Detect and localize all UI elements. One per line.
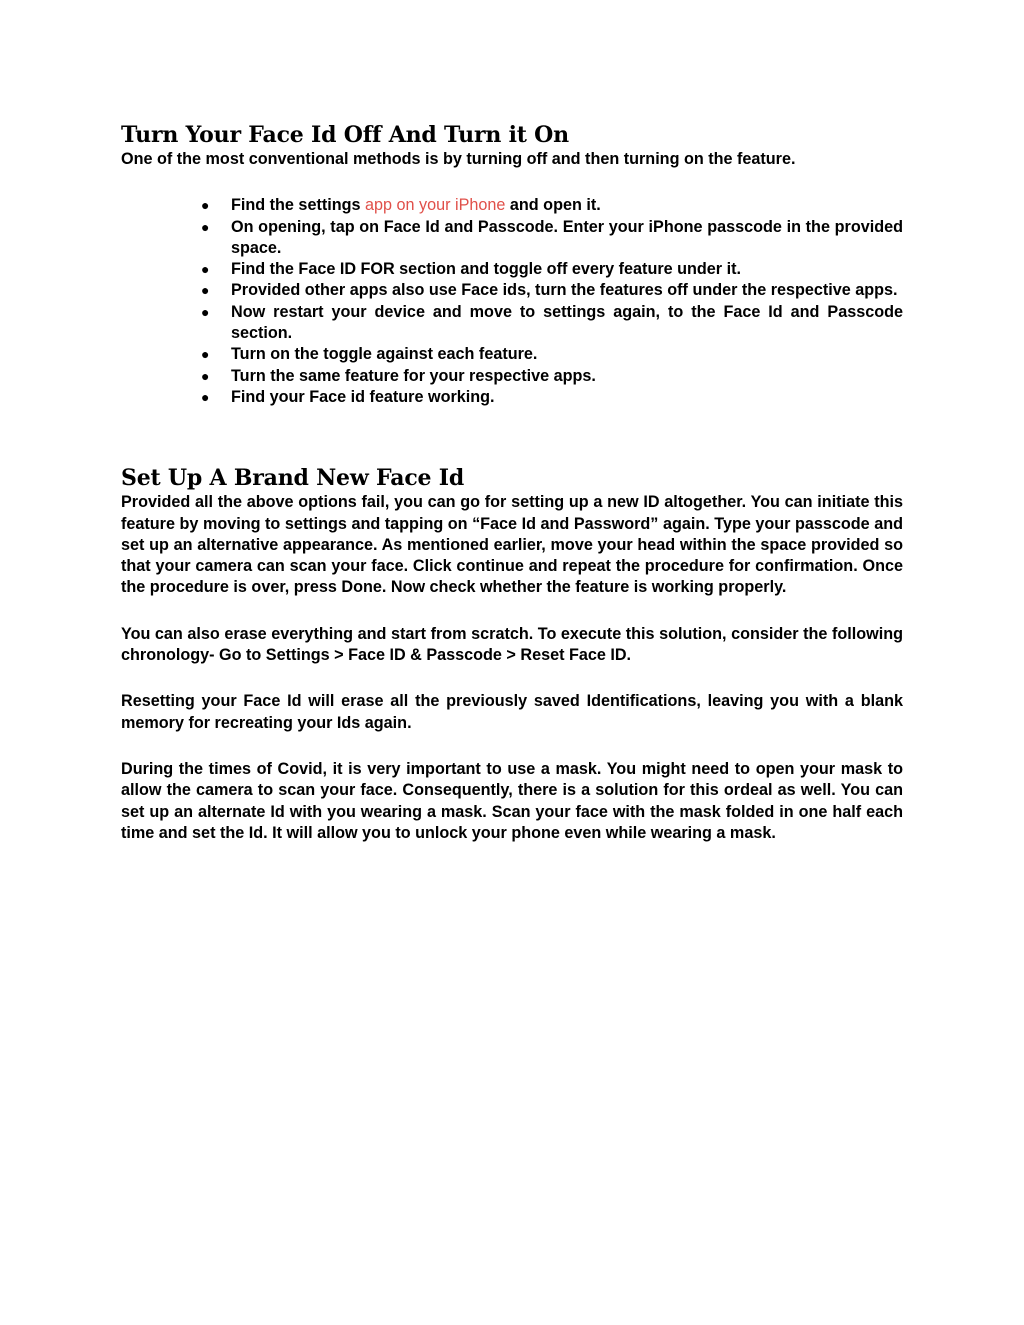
paragraph: You can also erase everything and start from scratch. To execute this solution, consider the following chronology- Go to Settings > Face ID & Passcode > Reset Face ID. (121, 624, 903, 665)
paragraph: During the times of Covid, it is very important to use a mask. You might need to open your mask to allow the camera to scan your face. Consequently, there is a solution for this ordeal as well. You can set up an alternate Id with you wearing a mask. Scan your face with the mask folded in one half each time and set the Id. It will allow you to unlock your phone even while wearing a mask. (121, 759, 903, 842)
bullet-icon: ● (201, 388, 210, 405)
bullet-icon: ● (201, 282, 210, 299)
list-item-text: Find your Face id feature working. (231, 387, 495, 406)
section-heading-new-face-id: Set Up A Brand New Face Id (121, 465, 465, 492)
bullet-icon: ● (201, 218, 210, 235)
list-item (201, 280, 903, 301)
list-item (201, 366, 903, 387)
list-item-text: Turn the same feature for your respective apps. (231, 366, 596, 385)
list-item-text: Find the settings (231, 196, 365, 215)
bullet-icon: ● (201, 261, 210, 278)
iphone-settings-link[interactable]: app on your iPhone (365, 196, 506, 215)
list-item-text: Find the Face ID FOR section and toggle off every feature under it. (231, 260, 741, 279)
document-page (121, 0, 903, 844)
list-item (201, 387, 903, 408)
bullet-icon: ● (201, 346, 210, 363)
bullet-icon: ● (201, 367, 210, 384)
bullet-icon: ● (201, 197, 210, 214)
bullet-icon: ● (201, 303, 210, 320)
list-item (201, 217, 903, 260)
list-item (201, 344, 903, 365)
list-item (201, 195, 903, 216)
list-item (201, 259, 903, 280)
list-item (201, 302, 903, 345)
list-item-text: Turn on the toggle against each feature. (231, 345, 538, 364)
paragraph: Resetting your Face Id will erase all the previously saved Identifications, leaving you with a blank memory for recreating your Ids again. (121, 692, 903, 732)
steps-list (121, 195, 903, 408)
list-item-text: Provided other apps also use Face ids, turn the features off under the respective apps. (231, 281, 898, 300)
section-heading-turn-face-id-off-on: Turn Your Face Id Off And Turn it On (121, 122, 569, 148)
list-item-text: and open it. (505, 196, 601, 215)
list-item-text: On opening, tap on Face Id and Passcode. Enter your iPhone passcode in the provided space. (231, 217, 903, 257)
paragraph: Provided all the above options fail, you can go for setting up a new ID altogether. You can initiate this feature by moving to settings and tapping on “Face Id and Password” again. Type your passcode and set up an alternative appearance. As mentioned earlier, move your head within the space provided so that your camera can scan your face. Click continue and repeat the procedure for confirmation. Once the procedure is over, press Done. Now check whether the feature is working properly. (121, 493, 903, 597)
section-intro: One of the most conventional methods is by turning off and then turning on the feature. (121, 150, 796, 168)
list-item-text: Now restart your device and move to settings again, to the Face Id and Passcode section. (231, 302, 903, 343)
